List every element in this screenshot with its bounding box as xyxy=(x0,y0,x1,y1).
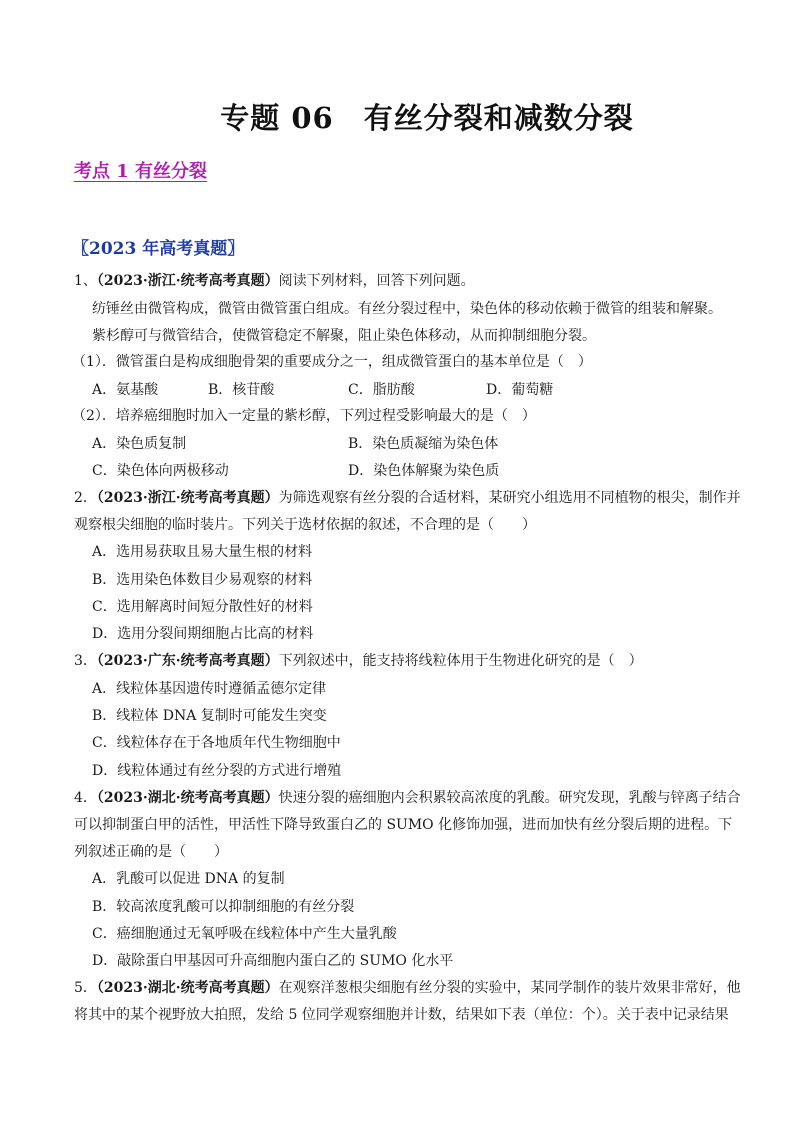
q1-paragraph-2: 紫杉醇可与微管结合，使微管稳定不解聚，阻止染色体移动，从而抑制细胞分裂。 xyxy=(92,328,596,344)
q3-number: 3． xyxy=(74,653,97,669)
q3-option-b: B．线粒体 DNA 复制时可能发生突变 xyxy=(92,708,327,724)
q2-stem xyxy=(74,489,741,507)
q4-source: （2023·湖北·统考高考真题） xyxy=(96,790,279,806)
q1-sub-1-option-b: B．核苷酸 xyxy=(208,382,275,398)
q5-number: 5． xyxy=(74,980,97,996)
q5-stem xyxy=(74,979,741,997)
q1-sub-1-option-a: A．氨基酸 xyxy=(92,382,159,398)
q4-stem-text: 快速分裂的癌细胞内会积累较高浓度的乳酸。研究发现，乳酸与锌离子结合 xyxy=(278,790,741,806)
q2-stem-text: 为筛选观察有丝分裂的合适材料，某研究小组选用不同植物的根尖，制作并 xyxy=(278,490,741,506)
q2-option-b: B．选用染色体数目少易观察的材料 xyxy=(92,572,313,588)
q1-sub-2-option-b: B．染色质凝缩为染色体 xyxy=(348,436,499,452)
q1-sub-2-option-c: C．染色体向两极移动 xyxy=(92,463,229,479)
q1-stem xyxy=(74,272,475,290)
q1-sub-2-option-a: A．染色质复制 xyxy=(92,436,187,452)
page-title: 专题 06 有丝分裂和减数分裂 xyxy=(220,101,634,135)
q2-option-d: D．选用分裂间期细胞占比高的材料 xyxy=(92,626,314,642)
q4-stem-line-3: 列叙述正确的是（ ） xyxy=(74,844,228,860)
q2-option-a: A．选用易获取且易大量生根的材料 xyxy=(92,544,313,560)
q3-option-d: D．线粒体通过有丝分裂的方式进行增殖 xyxy=(92,763,342,779)
q4-option-c: C．癌细胞通过无氧呼吸在线粒体中产生大量乳酸 xyxy=(92,926,397,942)
q5-stem-text: 在观察洋葱根尖细胞有丝分裂的实验中，某同学制作的装片效果非常好，他 xyxy=(278,980,741,996)
q4-stem-line-2: 可以抑制蛋白甲的活性，甲活性下降导致蛋白乙的 SUMO 化修饰加强，进而加快有丝分裂后期的进程。下 xyxy=(74,817,733,833)
q2-stem-line-2: 观察根尖细胞的临时装片。下列关于选材依据的叙述，不合理的是（ ） xyxy=(74,517,536,533)
section-heading-text: 考点 1 有丝分裂 xyxy=(74,161,208,182)
q4-stem xyxy=(74,789,741,807)
q2-option-c: C．选用解离时间短分散性好的材料 xyxy=(92,599,313,615)
q3-option-a: A．线粒体基因遗传时遵循孟德尔定律 xyxy=(92,681,327,697)
q1-sub-1-option-d: D．葡萄糖 xyxy=(486,382,554,398)
q5-stem-line-2: 将其中的某个视野放大拍照，发给 5 位同学观察细胞并计数，结果如下表（单位：个）。关于表中记录结果 xyxy=(74,1007,729,1023)
q2-number: 2． xyxy=(74,490,97,506)
q1-sub-2-option-d: D．染色体解聚为染色质 xyxy=(348,463,500,479)
q2-source: （2023·浙江·统考高考真题） xyxy=(96,490,279,506)
q1-sub-1: （1）．微管蛋白是构成细胞骨架的重要成分之一，组成微管蛋白的基本单位是（ ） xyxy=(72,354,592,370)
q1-sub-1-option-c: C．脂肪酸 xyxy=(348,382,415,398)
section-heading xyxy=(74,157,219,183)
q1-number: 1、 xyxy=(74,273,97,289)
q5-source: （2023·湖北·统考高考真题） xyxy=(96,980,279,996)
q3-stem xyxy=(74,652,643,670)
q1-stem-text: 阅读下列材料，回答下列问题。 xyxy=(278,273,475,289)
q4-option-b: B．较高浓度乳酸可以抑制细胞的有丝分裂 xyxy=(92,899,355,915)
q1-paragraph-1: 纺锤丝由微管构成，微管由微管蛋白组成。有丝分裂过程中，染色体的移动依赖于微管的组装和解聚。 xyxy=(92,301,722,317)
q4-option-a: A．乳酸可以促进 DNA 的复制 xyxy=(92,871,285,887)
q4-option-d: D．敲除蛋白甲基因可升高细胞内蛋白乙的 SUMO 化水平 xyxy=(92,953,454,969)
q3-option-c: C．线粒体存在于各地质年代生物细胞中 xyxy=(92,735,341,751)
q1-source: （2023·浙江·统考高考真题） xyxy=(96,273,279,289)
subheading: 〖2023 年高考真题〗 xyxy=(72,239,245,259)
q4-number: 4． xyxy=(74,790,97,806)
q1-sub-2: （2）．培养癌细胞时加入一定量的紫杉醇，下列过程受影响最大的是（ ） xyxy=(72,408,536,424)
q3-source: （2023·广东·统考高考真题） xyxy=(96,653,279,669)
q3-stem-text: 下列叙述中，能支持将线粒体用于生物进化研究的是（ ） xyxy=(278,653,643,669)
